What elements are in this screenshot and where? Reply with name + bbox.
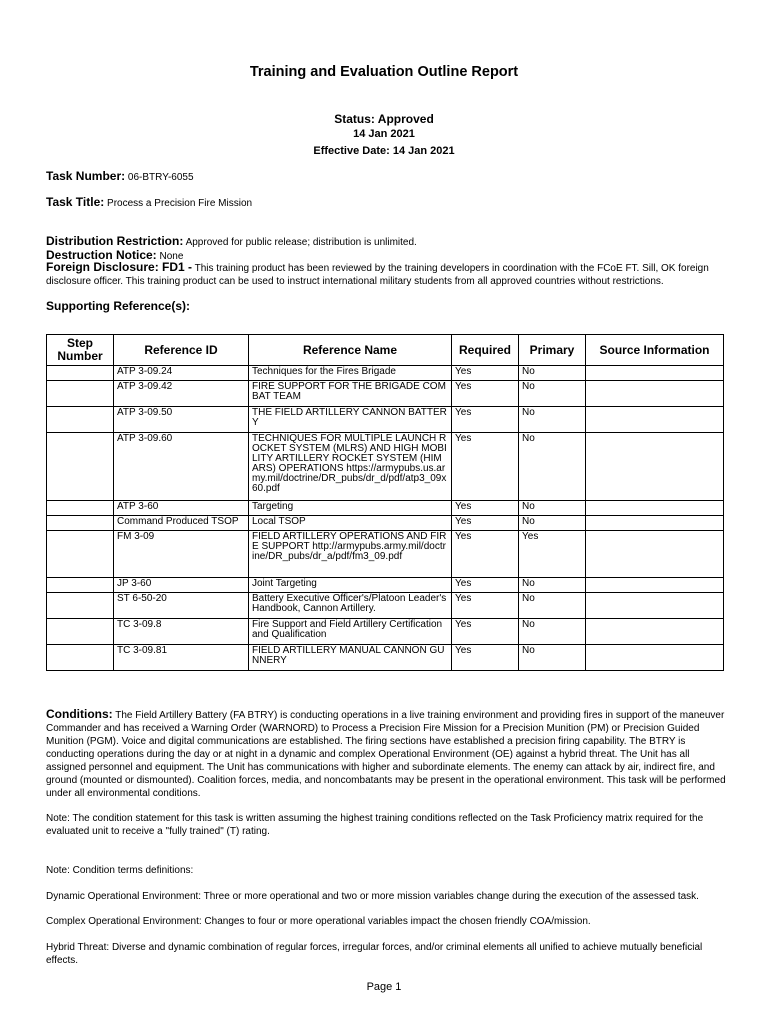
cell-required: Yes [452,366,519,381]
cell-step [47,531,114,578]
cell-source [586,619,724,645]
destruction-label: Destruction Notice: [46,248,157,262]
cell-source [586,381,724,407]
cell-source [586,501,724,516]
cell-primary: No [519,619,586,645]
table-row [47,407,724,433]
task-title-value: Process a Precision Fire Mission [107,198,253,209]
definition-hybrid-threat: Hybrid Threat: Diverse and dynamic combination of regular forces, irregular forces, and/or criminal elements all unified to achieve mutually beneficial effects. [46,942,703,966]
condition-note-training: Note: The condition statement for this task is written assuming the highest training conditions reflected on the Task Proficiency matrix required for the evaluated unit to receive a "fully trained" (T) rating. [46,813,704,837]
col-primary: Primary [519,335,586,366]
table-row [47,578,724,593]
cell-primary: No [519,516,586,531]
cell-reference-name: FIELD ARTILLERY MANUAL CANNON GUNNERY [249,645,452,671]
conditions-text: The Field Artillery Battery (FA BTRY) is conducting operations in a live training environment and providing fires in support of the maneuver Commander and has received a Warning Order (WARNORD) to Process a Precision Fire Mission for a Precision Munition (PM) or Precision Guided Munition (PGM). Voice and digital communications are established. The firing sections have established a precision firing capability. The BTRY is conducting operations during the day or at night in a dynamic and complex Operational Environment (OE) against a hybrid threat. The Unit has all assigned personnel and equipment. The Unit has communications with higher and subordinate elements. The enemy can attack by air, indirect fire, and ground (mounted or dismounted). Coalition forces, media, and noncombatants may be present in the operational environment. This task will be performed under all environmental conditions. [46,710,726,799]
cell-reference-name: Joint Targeting [249,578,452,593]
table-row [47,501,724,516]
table-row [47,531,724,578]
cell-reference-name: Targeting [249,501,452,516]
cell-primary: No [519,407,586,433]
cell-primary: No [519,578,586,593]
effective-date: Effective Date: 14 Jan 2021 [313,145,455,157]
distribution-restriction [46,234,417,248]
cell-source [586,516,724,531]
col-reference-name: Reference Name [249,335,452,366]
cell-source [586,593,724,619]
foreign-disclosure-label: Foreign Disclosure: FD1 - [46,260,193,274]
cell-required: Yes [452,645,519,671]
cell-reference-name: FIELD ARTILLERY OPERATIONS AND FIRE SUPPORT http://armypubs.army.mil/doctrine/DR_pubs/dr_a/pdf/fm3_09.pdf [249,531,452,578]
cell-reference-name: TECHNIQUES FOR MULTIPLE LAUNCH ROCKET SYSTEM (MLRS) AND HIGH MOBILITY ARTILLERY ROCKET SYSTEM (HIMARS) OPERATIONS https://armypubs.us.army.mil/doctrine/DR_pubs/dr_d/pdf/atp3_09x60.pdf [249,433,452,501]
cell-step [47,407,114,433]
conditions-section [46,708,726,800]
cell-reference-id: ATP 3-09.24 [114,366,249,381]
table-row [47,593,724,619]
cell-step [47,366,114,381]
col-required: Required [452,335,519,366]
distribution-label: Distribution Restriction: [46,234,184,248]
distribution-value: Approved for public release; distribution is unlimited. [185,237,417,248]
supporting-references-table [46,334,724,671]
cell-reference-name: Fire Support and Field Artillery Certification and Qualification [249,619,452,645]
cell-reference-id: Command Produced TSOP [114,516,249,531]
cell-reference-id: ST 6-50-20 [114,593,249,619]
cell-required: Yes [452,593,519,619]
definition-dynamic-oe: Dynamic Operational Environment: Three or more operational and two or more mission variables change during the execution of the assessed task. [46,891,699,902]
cell-reference-id: ATP 3-60 [114,501,249,516]
cell-reference-id: ATP 3-09.50 [114,407,249,433]
cell-primary: No [519,501,586,516]
col-reference-id: Reference ID [114,335,249,366]
table-row [47,516,724,531]
foreign-disclosure [46,261,726,288]
cell-required: Yes [452,501,519,516]
cell-step [47,619,114,645]
cell-reference-id: FM 3-09 [114,531,249,578]
cell-required: Yes [452,433,519,501]
foreign-disclosure-value: This training product has been reviewed by the training developers in coordination with the FCoE FT. Sill, OK foreign disclosure officer. This training product can be used to instruct international military students from all approved countries without restrictions. [46,263,709,287]
cell-reference-name: FIRE SUPPORT FOR THE BRIGADE COMBAT TEAM [249,381,452,407]
cell-step [47,433,114,501]
cell-step [47,593,114,619]
cell-reference-id: JP 3-60 [114,578,249,593]
task-number-label: Task Number: [46,169,126,183]
cell-reference-id: ATP 3-09.60 [114,433,249,501]
table-row [47,381,724,407]
table-row [47,619,724,645]
cell-primary: No [519,381,586,407]
supporting-references-heading: Supporting Reference(s): [46,299,191,313]
cell-reference-name: Local TSOP [249,516,452,531]
cell-primary: No [519,366,586,381]
cell-source [586,645,724,671]
col-source-information: Source Information [586,335,724,366]
cell-source [586,366,724,381]
cell-required: Yes [452,407,519,433]
report-title: Training and Evaluation Outline Report [249,64,519,80]
cell-source [586,407,724,433]
cell-step [47,645,114,671]
page-number: Page 1 [366,981,402,993]
cell-step [47,516,114,531]
cell-step [47,578,114,593]
task-title [46,195,252,209]
cell-reference-id: TC 3-09.8 [114,619,249,645]
cell-source [586,578,724,593]
cell-primary: No [519,645,586,671]
report-date: 14 Jan 2021 [353,128,415,140]
task-number-value: 06-BTRY-6055 [127,172,194,183]
cell-source [586,531,724,578]
task-title-label: Task Title: [46,195,105,209]
cell-source [586,433,724,501]
cell-primary: No [519,593,586,619]
cell-primary: Yes [519,531,586,578]
cell-required: Yes [452,578,519,593]
definition-complex-oe: Complex Operational Environment: Changes to four or more operational variables impact the chosen friendly COA/mission. [46,916,591,927]
cell-required: Yes [452,516,519,531]
cell-reference-name: Techniques for the Fires Brigade [249,366,452,381]
cell-required: Yes [452,531,519,578]
task-number [46,169,194,183]
status-line: Status: Approved [334,112,434,126]
table-row [47,366,724,381]
cell-required: Yes [452,381,519,407]
cell-reference-id: ATP 3-09.42 [114,381,249,407]
col-step-number: Step Number [47,335,114,366]
cell-step [47,501,114,516]
condition-note-definitions: Note: Condition terms definitions: [46,865,194,876]
cell-primary: No [519,433,586,501]
table-row [47,433,724,501]
cell-reference-name: Battery Executive Officer's/Platoon Leader's Handbook, Cannon Artillery. [249,593,452,619]
cell-required: Yes [452,619,519,645]
conditions-label: Conditions: [46,707,113,721]
table-header-row [47,335,724,366]
cell-step [47,381,114,407]
destruction-value: None [159,251,184,262]
cell-reference-name: THE FIELD ARTILLERY CANNON BATTERY [249,407,452,433]
cell-reference-id: TC 3-09.81 [114,645,249,671]
table-row [47,645,724,671]
